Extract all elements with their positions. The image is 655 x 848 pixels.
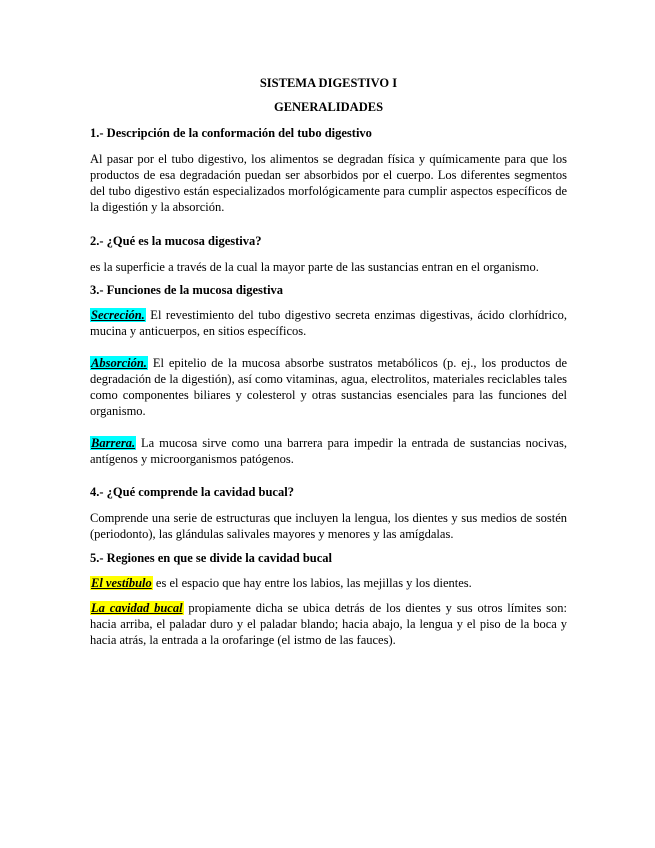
section-1-text: Al pasar por el tubo digestivo, los alimentos se degradan física y químicamente para que los productos de esa degradación puedan ser absorbidos por el cuerpo. Los diferentes segmentos del tubo digestivo están especializados morfológicamente para cumplir aspectos específicos de la digestión y la absorción. — [90, 152, 567, 214]
section-5-heading: 5.- Regiones en que se divide la cavidad bucal — [90, 551, 333, 565]
vestibulo-paragraph — [90, 575, 567, 591]
section-1-heading: 1.- Descripción de la conformación del tubo digestivo — [90, 126, 372, 140]
section-4-heading: 4.- ¿Qué comprende la cavidad bucal? — [90, 485, 294, 499]
absorcion-text: El epitelio de la mucosa absorbe sustratos metabólicos (p. ej., los productos de degradación de la digestión), así como vitaminas, agua, electrolitos, materiales reciclables tales como componentes biliares y colesterol y otras sustancias esenciales para las funciones del organismo. — [90, 356, 567, 418]
secrecion-paragraph — [90, 307, 567, 339]
section-3-heading: 3.- Funciones de la mucosa digestiva — [90, 283, 284, 297]
section-2-heading: 2.- ¿Qué es la mucosa digestiva? — [90, 234, 262, 248]
vestibulo-text: es el espacio que hay entre los labios, las mejillas y los dientes. — [152, 576, 472, 590]
secrecion-term: Secreción. — [91, 308, 145, 322]
document-title: SISTEMA DIGESTIVO I — [259, 76, 398, 90]
cavidad-text: propiamente dicha se ubica detrás de los dientes y sus otros límites son: hacia arriba, el paladar duro y el paladar blando; hacia abajo, la lengua y el piso de la boca y hacia atrás, la entrada a la orofaringe (el istmo de las fauces). — [90, 601, 567, 647]
secrecion-text: El revestimiento del tubo digestivo secreta enzimas digestivas, ácido clorhídrico, mucina y anticuerpos, en sitios específicos. — [90, 308, 567, 338]
absorcion-paragraph — [90, 355, 567, 419]
cavidad-term: La cavidad bucal — [91, 601, 183, 615]
section-2-text: es la superficie a través de la cual la mayor parte de las sustancias entran en el organismo. — [90, 260, 539, 274]
section-4-text: Comprende una serie de estructuras que incluyen la lengua, los dientes y sus medios de sostén (periodonto), las glándulas salivales mayores y menores y las amígdalas. — [90, 511, 567, 541]
barrera-term: Barrera. — [91, 436, 136, 450]
barrera-paragraph — [90, 435, 567, 467]
document-subtitle: GENERALIDADES — [273, 100, 384, 114]
barrera-text: La mucosa sirve como una barrera para impedir la entrada de sustancias nocivas, antígenos y microorganismos patógenos. — [90, 436, 567, 466]
cavidad-paragraph — [90, 600, 567, 648]
absorcion-term: Absorción. — [91, 356, 147, 370]
vestibulo-term: El vestíbulo — [91, 576, 152, 590]
